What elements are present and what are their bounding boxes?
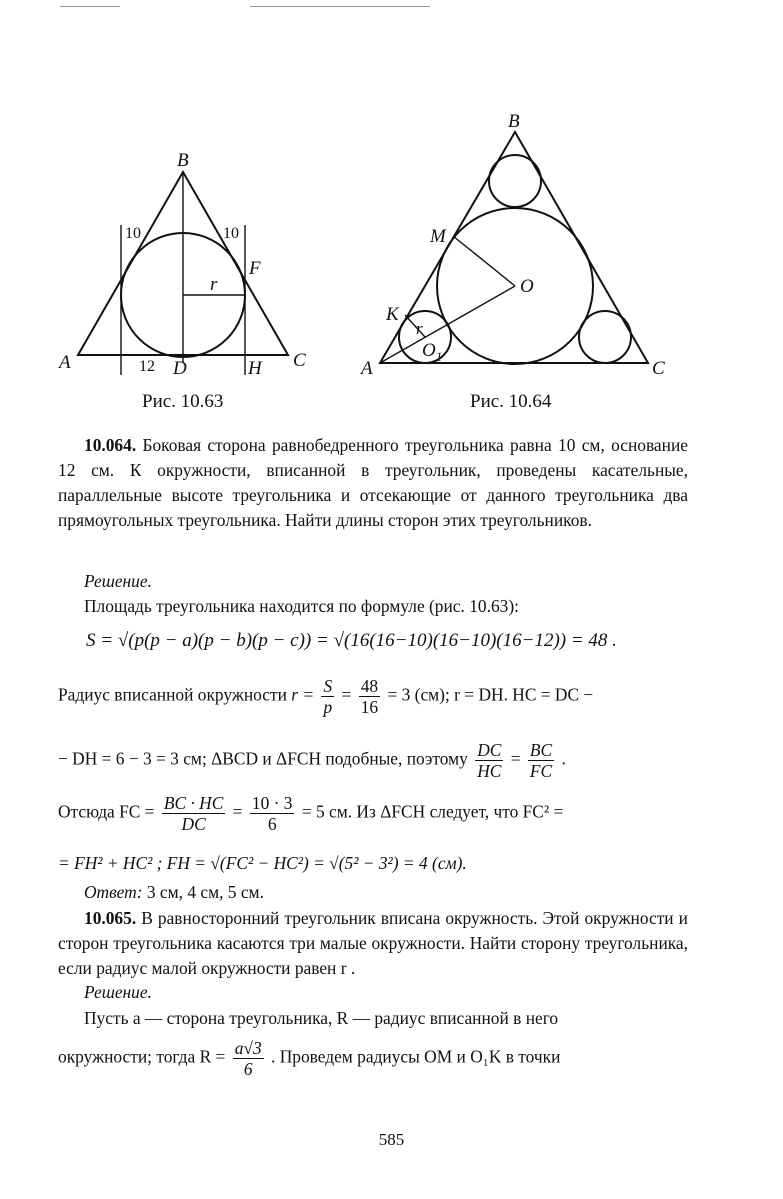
fh-line: = FH² + HC² ; FH = √(FC² − HC²) = √(5² − 3²) = 4 (см). (58, 853, 467, 873)
fraction-dc-hc: $\frac{DC}{HC}$ (477, 740, 502, 781)
let-line: Пусть a — сторона треугольника, R — радиус вписанной в него (84, 1008, 559, 1028)
dh-line: − DH = 6 − 3 = 3 см; ΔBCD и ΔFCH подобные, поэтому $\frac{DC}{HC}$ = $\frac{BC}{FC}$ . (58, 740, 566, 781)
answer-line (84, 882, 264, 903)
problem-10-065 (58, 906, 688, 981)
radius-line: Радиус вписанной окружности r = $\frac{S}{p}$ = $\frac{48}{16}$ = 3 (см); r = DH. HC = DC − (58, 676, 594, 717)
label-O1: $O_1$ (422, 340, 443, 364)
label-B: B (508, 111, 520, 132)
small-circle-right (579, 311, 631, 363)
radius-om (453, 236, 515, 286)
area-intro: Площадь треугольника находится по формуле (рис. 10.63): (84, 596, 519, 616)
label-side-right: 10 (223, 225, 239, 242)
small-circle-top (489, 155, 541, 207)
label-F: F (249, 258, 261, 279)
label-M: M (430, 226, 446, 247)
label-C: C (293, 350, 306, 371)
problem-number: 10.064. (84, 435, 137, 455)
solution-label: Решение. (84, 571, 152, 591)
fraction-a-sqrt3-6: $\frac{a√3}{6}$ (234, 1038, 262, 1079)
area-formula: S = √(p(p − a)(p − b)(p − c)) = √(16(16−10)(16−10)(16−12)) = 48 . (86, 630, 617, 651)
label-side-left: 10 (125, 225, 141, 242)
figure-10-63-drawing (55, 150, 385, 410)
fc-line: Отсюда FC = $\frac{BC \cdot HC}{DC}$ = $\frac{10 \cdot 3}{6}$ = 5 см. Из ΔFCH следует, что FC² = (58, 793, 564, 834)
fraction-bchc-dc: $\frac{BC \cdot HC}{DC}$ (163, 793, 224, 834)
label-r: r (416, 319, 423, 338)
label-O: O (520, 276, 534, 297)
circle-line: окружности; тогда R = $\frac{a√3}{6}$ . Проведем радиусы OM и O₁K в точки (58, 1038, 561, 1079)
label-C: C (652, 358, 665, 379)
fraction-10x3-6: $\frac{10 \cdot 3}{6}$ (251, 793, 293, 834)
fraction-s-p: $\frac{S}{p}$ (323, 676, 333, 717)
fraction-48-16: $\frac{48}{16}$ (360, 676, 379, 717)
label-H: H (248, 358, 262, 379)
label-B: B (177, 150, 189, 171)
label-base-part: 12 (139, 358, 155, 375)
scan-artifact (60, 6, 120, 7)
label-K: K (386, 304, 399, 325)
answer-text: 3 см, 4 см, 5 см. (146, 882, 264, 902)
caption-fig-10-63: Рис. 10.63 (142, 391, 224, 412)
problem-text: В равносторонний треугольник вписана окружность. Этой окружности и сторон треугольника касаются три малые окружности. Найти сторону треугольника, если радиус малой окружности равен r . (58, 908, 688, 978)
page-number: 585 (378, 1130, 405, 1149)
problem-10-064 (58, 433, 688, 533)
label-A: A (59, 352, 71, 373)
answer-label: Ответ: (84, 882, 143, 902)
problem-number: 10.065. (84, 908, 137, 928)
label-D: D (173, 358, 187, 379)
label-A: A (361, 358, 373, 379)
figure-10-64-drawing (360, 108, 680, 378)
problem-text: Боковая сторона равнобедренного треугольника равна 10 см, основание 12 см. К окружности, вписанной в треугольник, проведены касательные, параллельные высоте треугольника и отсекающие от данного треугольника два прямоугольных треугольника. Найти длины сторон этих треугольников. (58, 435, 688, 530)
fraction-bc-fc: $\frac{BC}{FC}$ (529, 740, 553, 781)
label-r: r (210, 274, 218, 295)
caption-fig-10-64: Рис. 10.64 (470, 391, 552, 412)
solution-label: Решение. (84, 982, 152, 1002)
scan-artifact (250, 6, 430, 7)
